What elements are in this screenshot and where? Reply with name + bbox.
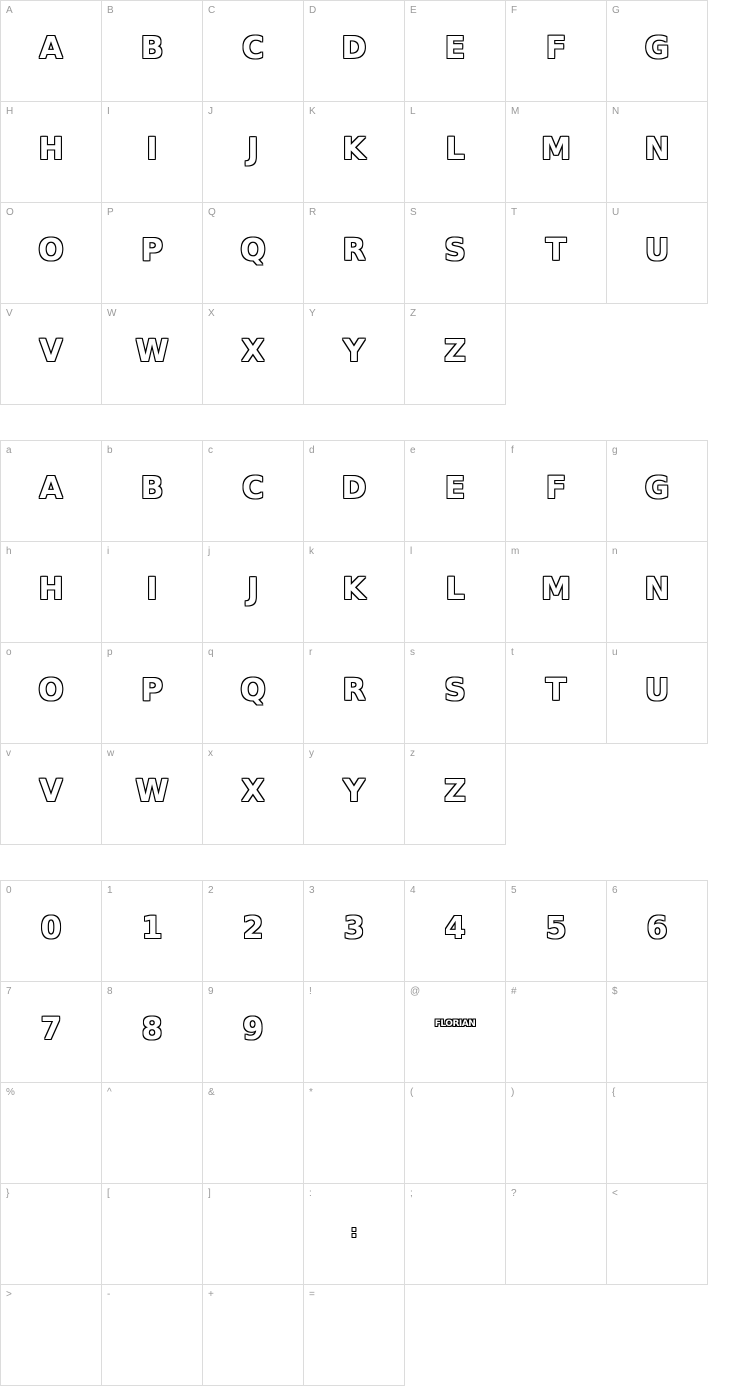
charmap-cell[interactable] bbox=[203, 744, 304, 845]
charmap-cell[interactable] bbox=[102, 1184, 203, 1285]
charmap-cell-glyph: U bbox=[644, 673, 670, 708]
charmap-cell-glyph: D bbox=[341, 31, 367, 66]
charmap-cell-label: } bbox=[6, 1188, 10, 1199]
charmap-row bbox=[1, 203, 708, 304]
charmap-cell-label: 1 bbox=[107, 885, 113, 896]
charmap-cell-label: i bbox=[107, 546, 110, 557]
charmap-cell-glyph: R bbox=[342, 233, 366, 268]
charmap-cell[interactable] bbox=[405, 1184, 506, 1285]
charmap-cell-glyph: A bbox=[39, 31, 63, 66]
charmap-cell-glyph: X bbox=[241, 334, 265, 369]
charmap-cell[interactable] bbox=[304, 1285, 405, 1386]
charmap-cell-label: a bbox=[6, 445, 12, 456]
charmap-cell-glyph: O bbox=[38, 233, 64, 268]
charmap-cell[interactable] bbox=[607, 643, 708, 744]
charmap-cell-glyph: K bbox=[342, 132, 366, 167]
charmap-cell-label: R bbox=[309, 207, 317, 218]
charmap-cell[interactable] bbox=[102, 203, 203, 304]
charmap-cell[interactable] bbox=[102, 542, 203, 643]
charmap-cell-glyph: E bbox=[444, 31, 466, 66]
charmap-cell[interactable] bbox=[1, 1184, 102, 1285]
charmap-cell-label: ? bbox=[511, 1188, 517, 1199]
charmap-cell-glyph: B bbox=[140, 471, 164, 506]
charmap-cell[interactable] bbox=[304, 643, 405, 744]
charmap-cell[interactable] bbox=[203, 304, 304, 405]
charmap-cell-label: x bbox=[208, 748, 213, 759]
charmap-cell-label: 9 bbox=[208, 986, 214, 997]
charmap-cell-glyph: T bbox=[545, 233, 567, 268]
charmap-block-lowercase bbox=[0, 440, 708, 845]
charmap-cell-glyph: Q bbox=[240, 673, 266, 708]
charmap-cell[interactable] bbox=[1, 542, 102, 643]
charmap-row bbox=[1, 304, 708, 405]
charmap-cell-label: u bbox=[612, 647, 618, 658]
charmap-cell[interactable] bbox=[405, 542, 506, 643]
charmap-block-digits-and-symbols bbox=[0, 880, 708, 1386]
charmap-cell[interactable] bbox=[405, 881, 506, 982]
charmap-cell-glyph: M bbox=[541, 132, 571, 167]
charmap-cell[interactable] bbox=[304, 304, 405, 405]
charmap-cell-label: U bbox=[612, 207, 620, 218]
charmap-cell[interactable] bbox=[607, 203, 708, 304]
charmap-cell-label: ( bbox=[410, 1087, 414, 1098]
charmap-cell-label: E bbox=[410, 5, 417, 16]
charmap-cell-label: Z bbox=[410, 308, 417, 319]
charmap-cell[interactable] bbox=[506, 982, 607, 1083]
charmap-cell-glyph: I bbox=[146, 132, 158, 167]
charmap-cell[interactable] bbox=[405, 1083, 506, 1184]
charmap-cell-label: [ bbox=[107, 1188, 110, 1199]
charmap-cell-glyph: M bbox=[541, 572, 571, 607]
charmap-cell-label: J bbox=[208, 106, 213, 117]
charmap-row bbox=[1, 441, 708, 542]
charmap-cell[interactable] bbox=[304, 542, 405, 643]
charmap-cell[interactable] bbox=[102, 1083, 203, 1184]
charmap-cell-label: q bbox=[208, 647, 214, 658]
charmap-cell[interactable] bbox=[405, 441, 506, 542]
charmap-cell-label: < bbox=[612, 1188, 618, 1199]
charmap-cell-glyph: : bbox=[350, 1222, 358, 1241]
charmap-cell[interactable] bbox=[1, 304, 102, 405]
charmap-cell-label: X bbox=[208, 308, 215, 319]
charmap-cell[interactable] bbox=[102, 744, 203, 845]
charmap-cell[interactable] bbox=[607, 1184, 708, 1285]
charmap-cell-glyph: U bbox=[644, 233, 670, 268]
charmap-cell-empty bbox=[607, 1285, 708, 1386]
charmap-cell-label: O bbox=[6, 207, 14, 218]
charmap-cell-glyph: Y bbox=[343, 334, 365, 369]
charmap-cell-glyph: G bbox=[644, 31, 670, 66]
charmap-cell[interactable] bbox=[1, 203, 102, 304]
charmap-cell-label: 0 bbox=[6, 885, 12, 896]
charmap-cell[interactable] bbox=[102, 1285, 203, 1386]
charmap-cell-label: M bbox=[511, 106, 520, 117]
charmap-cell-label: I bbox=[107, 106, 110, 117]
charmap-cell-label: ) bbox=[511, 1087, 515, 1098]
charmap-row bbox=[1, 744, 708, 845]
charmap-cell-label: Y bbox=[309, 308, 316, 319]
charmap-cell-label: 6 bbox=[612, 885, 618, 896]
charmap-cell[interactable] bbox=[506, 881, 607, 982]
charmap-cell-label: 5 bbox=[511, 885, 517, 896]
charmap-cell[interactable] bbox=[405, 304, 506, 405]
charmap-cell[interactable] bbox=[304, 441, 405, 542]
charmap-cell-label: h bbox=[6, 546, 12, 557]
charmap-cell-glyph: V bbox=[39, 774, 63, 809]
charmap-cell-label: T bbox=[511, 207, 518, 218]
charmap-cell-label: V bbox=[6, 308, 13, 319]
charmap-cell-glyph: F bbox=[545, 31, 567, 66]
charmap-cell-empty bbox=[607, 304, 708, 405]
charmap-cell[interactable] bbox=[203, 1184, 304, 1285]
charmap-cell-label: l bbox=[410, 546, 413, 557]
charmap-cell[interactable] bbox=[405, 102, 506, 203]
charmap-cell-glyph: W bbox=[135, 334, 169, 369]
charmap-cell-glyph: 2 bbox=[242, 911, 264, 946]
charmap-cell-glyph: I bbox=[146, 572, 158, 607]
charmap-cell[interactable] bbox=[405, 1, 506, 102]
charmap-cell-label: P bbox=[107, 207, 114, 218]
charmap-cell[interactable] bbox=[405, 643, 506, 744]
charmap-cell[interactable] bbox=[203, 102, 304, 203]
charmap-cell-glyph: FLORIAN bbox=[434, 1019, 476, 1029]
charmap-cell-glyph: Y bbox=[343, 774, 365, 809]
charmap-cell[interactable] bbox=[1, 1285, 102, 1386]
charmap-cell[interactable] bbox=[506, 102, 607, 203]
charmap-cell[interactable] bbox=[607, 881, 708, 982]
charmap-cell-glyph: Q bbox=[240, 233, 266, 268]
charmap-row bbox=[1, 1184, 708, 1285]
charmap-cell[interactable] bbox=[506, 1, 607, 102]
charmap-cell-glyph: 3 bbox=[343, 911, 365, 946]
charmap-cell-label: # bbox=[511, 986, 517, 997]
charmap-cell-glyph: B bbox=[140, 31, 164, 66]
charmap-cell[interactable] bbox=[304, 1184, 405, 1285]
charmap-cell-label: & bbox=[208, 1087, 215, 1098]
charmap-cell[interactable] bbox=[304, 1, 405, 102]
charmap-cell-label: n bbox=[612, 546, 618, 557]
charmap-row bbox=[1, 1, 708, 102]
charmap-cell-glyph: S bbox=[444, 673, 466, 708]
charmap-cell-glyph: Z bbox=[444, 334, 466, 369]
charmap-cell-label: o bbox=[6, 647, 12, 658]
charmap-cell[interactable] bbox=[506, 1184, 607, 1285]
charmap-cell-label: 4 bbox=[410, 885, 416, 896]
charmap-cell[interactable] bbox=[405, 744, 506, 845]
charmap-cell[interactable] bbox=[1, 744, 102, 845]
charmap-cell[interactable] bbox=[203, 982, 304, 1083]
charmap-cell[interactable] bbox=[203, 643, 304, 744]
charmap-cell[interactable] bbox=[1, 1, 102, 102]
charmap-cell[interactable] bbox=[1, 102, 102, 203]
charmap-cell[interactable] bbox=[1, 643, 102, 744]
charmap-row bbox=[1, 1083, 708, 1184]
charmap-cell-glyph: N bbox=[644, 132, 670, 167]
charmap-cell-label: % bbox=[6, 1087, 15, 1098]
charmap-cell-label: 8 bbox=[107, 986, 113, 997]
charmap-cell-glyph: F bbox=[545, 471, 567, 506]
charmap-cell[interactable] bbox=[102, 982, 203, 1083]
charmap-cell-label: f bbox=[511, 445, 514, 456]
charmap-cell[interactable] bbox=[506, 542, 607, 643]
charmap-cell-glyph: P bbox=[141, 673, 163, 708]
charmap-cell[interactable] bbox=[203, 881, 304, 982]
charmap-cell-glyph: C bbox=[241, 31, 265, 66]
charmap-cell-glyph: 9 bbox=[242, 1012, 264, 1047]
charmap-cell-label: k bbox=[309, 546, 314, 557]
charmap-cell[interactable] bbox=[607, 982, 708, 1083]
charmap-cell-label: g bbox=[612, 445, 618, 456]
charmap-cell-label: W bbox=[107, 308, 117, 319]
charmap-cell-label: r bbox=[309, 647, 313, 658]
charmap-cell-empty bbox=[607, 744, 708, 845]
charmap-cell-label: + bbox=[208, 1289, 214, 1300]
charmap-cell[interactable] bbox=[506, 441, 607, 542]
charmap-cell-glyph: G bbox=[644, 471, 670, 506]
charmap-cell-glyph: 8 bbox=[141, 1012, 163, 1047]
charmap-cell-glyph: E bbox=[444, 471, 466, 506]
charmap-cell-label: { bbox=[612, 1087, 616, 1098]
charmap-cell[interactable] bbox=[203, 203, 304, 304]
charmap-cell[interactable] bbox=[304, 1083, 405, 1184]
charmap-cell[interactable] bbox=[506, 203, 607, 304]
charmap-cell-label: c bbox=[208, 445, 213, 456]
charmap-cell[interactable] bbox=[203, 441, 304, 542]
charmap-cell-glyph: Z bbox=[444, 774, 466, 809]
charmap-cell-label: A bbox=[6, 5, 13, 16]
charmap-cell-glyph: D bbox=[341, 471, 367, 506]
charmap-row bbox=[1, 542, 708, 643]
charmap-cell-label: F bbox=[511, 5, 518, 16]
charmap-row bbox=[1, 881, 708, 982]
charmap-cell[interactable] bbox=[506, 643, 607, 744]
charmap-cell-label: ; bbox=[410, 1188, 413, 1199]
charmap-cell-glyph: T bbox=[545, 673, 567, 708]
charmap-cell-label: s bbox=[410, 647, 415, 658]
charmap-cell-glyph: V bbox=[39, 334, 63, 369]
charmap-cell-label: H bbox=[6, 106, 14, 117]
charmap-cell-label: 7 bbox=[6, 986, 12, 997]
charmap-cell-glyph: 0 bbox=[40, 911, 62, 946]
charmap-cell-label: C bbox=[208, 5, 216, 16]
charmap-cell-label: L bbox=[410, 106, 416, 117]
charmap-cell[interactable] bbox=[102, 643, 203, 744]
charmap-cell-label: e bbox=[410, 445, 416, 456]
charmap-cell[interactable] bbox=[1, 441, 102, 542]
charmap-cell-glyph: 5 bbox=[545, 911, 567, 946]
charmap-cell-label: S bbox=[410, 207, 417, 218]
charmap-cell-glyph: S bbox=[444, 233, 466, 268]
charmap-block-uppercase bbox=[0, 0, 708, 405]
charmap-cell-label: N bbox=[612, 106, 620, 117]
charmap-cell-label: m bbox=[511, 546, 520, 557]
charmap-row bbox=[1, 102, 708, 203]
charmap-cell[interactable] bbox=[405, 982, 506, 1083]
charmap-cell-label: : bbox=[309, 1188, 312, 1199]
charmap-cell-label: 2 bbox=[208, 885, 214, 896]
charmap-cell-empty bbox=[405, 1285, 506, 1386]
charmap-cell[interactable] bbox=[203, 1285, 304, 1386]
charmap-cell-label: j bbox=[208, 546, 211, 557]
charmap-cell-glyph: N bbox=[644, 572, 670, 607]
charmap-cell-glyph: C bbox=[241, 471, 265, 506]
charmap-cell[interactable] bbox=[203, 542, 304, 643]
charmap-cell[interactable] bbox=[102, 304, 203, 405]
charmap-cell[interactable] bbox=[1, 982, 102, 1083]
charmap-cell[interactable] bbox=[304, 982, 405, 1083]
charmap-cell-glyph: H bbox=[38, 132, 64, 167]
charmap-cell[interactable] bbox=[102, 1, 203, 102]
charmap-cell-label: y bbox=[309, 748, 314, 759]
charmap-cell-glyph: H bbox=[38, 572, 64, 607]
charmap-cell-label: z bbox=[410, 748, 415, 759]
charmap-cell[interactable] bbox=[304, 203, 405, 304]
charmap-cell[interactable] bbox=[203, 1083, 304, 1184]
charmap-cell[interactable] bbox=[607, 1, 708, 102]
charmap-row bbox=[1, 982, 708, 1083]
charmap-cell-label: - bbox=[107, 1289, 111, 1300]
charmap-cell-empty bbox=[506, 1285, 607, 1386]
charmap-cell-glyph: X bbox=[241, 774, 265, 809]
charmap-cell[interactable] bbox=[506, 1083, 607, 1184]
charmap-cell-empty bbox=[506, 304, 607, 405]
charmap-cell-label: v bbox=[6, 748, 11, 759]
charmap-cell-label: G bbox=[612, 5, 620, 16]
charmap-cell-label: Q bbox=[208, 207, 216, 218]
charmap-cell-label: D bbox=[309, 5, 317, 16]
charmap-cell[interactable] bbox=[102, 881, 203, 982]
charmap-cell-label: @ bbox=[410, 986, 421, 997]
charmap-cell-label: w bbox=[107, 748, 115, 759]
charmap-cell-label: p bbox=[107, 647, 113, 658]
charmap-cell[interactable] bbox=[102, 441, 203, 542]
charmap-cell-label: 3 bbox=[309, 885, 315, 896]
charmap-cell-label: ! bbox=[309, 986, 312, 997]
charmap-cell[interactable] bbox=[304, 881, 405, 982]
charmap-cell[interactable] bbox=[607, 441, 708, 542]
charmap-cell-glyph: W bbox=[135, 774, 169, 809]
charmap-cell-glyph: A bbox=[39, 471, 63, 506]
charmap-cell-glyph: P bbox=[141, 233, 163, 268]
charmap-cell[interactable] bbox=[304, 744, 405, 845]
charmap-cell-glyph: J bbox=[247, 132, 259, 167]
charmap-row bbox=[1, 1285, 708, 1386]
charmap-cell-empty bbox=[506, 744, 607, 845]
charmap-cell[interactable] bbox=[607, 102, 708, 203]
charmap-cell-label: d bbox=[309, 445, 315, 456]
charmap-cell-glyph: R bbox=[342, 673, 366, 708]
charmap-cell-label: ^ bbox=[107, 1087, 112, 1098]
charmap-cell-label: ] bbox=[208, 1188, 211, 1199]
charmap-cell[interactable] bbox=[607, 542, 708, 643]
charmap-cell-glyph: O bbox=[38, 673, 64, 708]
charmap-cell-glyph: 7 bbox=[40, 1012, 62, 1047]
charmap-cell-glyph: 1 bbox=[141, 911, 163, 946]
charmap-cell-label: $ bbox=[612, 986, 618, 997]
charmap-cell-label: K bbox=[309, 106, 316, 117]
charmap-cell-glyph: 4 bbox=[444, 911, 466, 946]
charmap-cell[interactable] bbox=[405, 203, 506, 304]
charmap-cell-glyph: L bbox=[445, 572, 465, 607]
charmap-cell-glyph: K bbox=[342, 572, 366, 607]
charmap-cell[interactable] bbox=[102, 102, 203, 203]
charmap-cell-glyph: J bbox=[247, 572, 259, 607]
charmap-cell-label: * bbox=[309, 1087, 313, 1098]
charmap-cell-glyph: L bbox=[445, 132, 465, 167]
charmap-cell[interactable] bbox=[203, 1, 304, 102]
charmap-cell-label: = bbox=[309, 1289, 315, 1300]
charmap-cell-label: B bbox=[107, 5, 114, 16]
charmap-cell[interactable] bbox=[1, 881, 102, 982]
charmap-row bbox=[1, 643, 708, 744]
charmap-cell-label: > bbox=[6, 1289, 12, 1300]
charmap-cell[interactable] bbox=[304, 102, 405, 203]
charmap-cell-glyph: 6 bbox=[646, 911, 668, 946]
charmap-cell[interactable] bbox=[1, 1083, 102, 1184]
charmap-cell-label: t bbox=[511, 647, 514, 658]
charmap-cell-label: b bbox=[107, 445, 113, 456]
charmap-cell[interactable] bbox=[607, 1083, 708, 1184]
